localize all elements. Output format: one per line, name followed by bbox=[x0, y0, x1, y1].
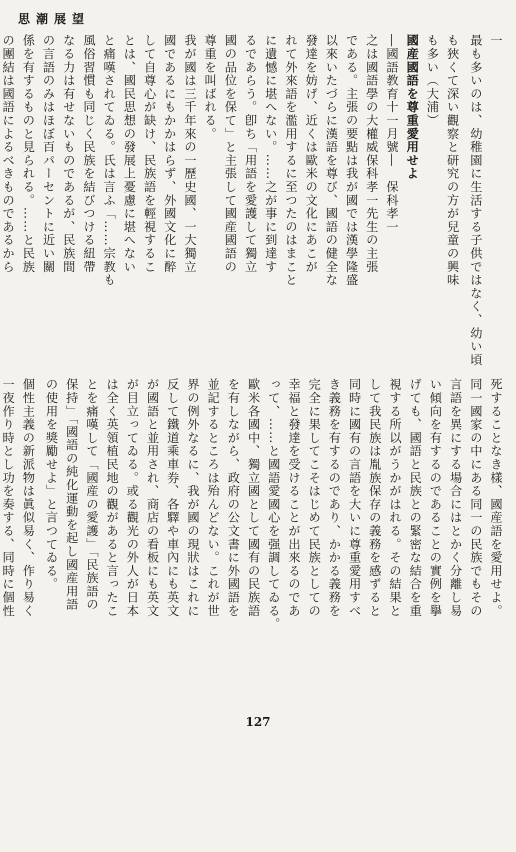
text-column: 一夜作り時とし功を奏する、同時に個性 bbox=[1, 378, 16, 618]
running-head: 思潮展望 bbox=[18, 12, 91, 26]
text-column: 歐米各國中、獨立國として國有の民族語 bbox=[246, 378, 261, 618]
text-column: 發達を妨げ、近くは歐米の文化にあこが bbox=[304, 34, 319, 274]
text-column: き義務を有するのであり、かかる義務を bbox=[327, 378, 342, 618]
text-column: とは、國民思想の發展上憂慮に堪へない bbox=[122, 34, 137, 274]
text-column: 完全に果してこそはじめて民族としての bbox=[307, 378, 322, 618]
text-column: 保持」「國語の純化運動を起し國産用語 bbox=[64, 378, 79, 612]
text-column: 言語を異にする場合にはとかく分離し易 bbox=[448, 378, 463, 618]
article-source: ―國語教育十一月號― 保科孝一 bbox=[384, 34, 399, 234]
text-column: 反して鐵道乘車券、各驛や車內にも英文 bbox=[165, 378, 180, 618]
text-column: 尊重を叫ばれる。 bbox=[203, 34, 218, 141]
text-column: い傾向を有するのであることの實例を擧 bbox=[428, 378, 443, 618]
text-column: も多い（大浦） bbox=[425, 34, 440, 128]
text-column: 界の例外なるに、我が國の現狀はこれに bbox=[185, 378, 200, 618]
text-column: も狹くて深い觀察と研究の方が兒童の興味 bbox=[445, 34, 460, 287]
page-number: 127 bbox=[245, 715, 271, 729]
article-heading: 國産國語を尊重愛用せよ bbox=[405, 34, 420, 181]
text-column: なる力は有せないものであるが、民族間 bbox=[61, 34, 76, 274]
text-column: 同時に國有の言語を大いに尊重愛用すべ bbox=[347, 378, 362, 618]
text-column: を有しながら、政府の公文書に外國語を bbox=[226, 378, 241, 618]
text-column: に遺憾に堪へない。……之が事に到達す bbox=[263, 34, 278, 274]
text-column: 死することなき樣、國産語を愛用せよ。 bbox=[489, 378, 503, 618]
text-column: 同一國家の中にある同一の民族でもその bbox=[468, 378, 483, 618]
text-column: 個性主義の新派物は眞似易く、作り易く bbox=[21, 378, 36, 618]
text-column: 並記するところは殆んどない。これが世 bbox=[206, 378, 221, 618]
text-column: 之は國語學の大權威保科孝一先生の主張 bbox=[364, 34, 379, 274]
text-column: れて外來語を濫用するに至つたのはまこと bbox=[283, 34, 298, 287]
text-column: が國語と並用され、商店の看板にも英文 bbox=[145, 378, 160, 618]
text-column: 最も多いのは、幼稚園に生活する子供ではなく、幼い頃 bbox=[468, 34, 483, 367]
text-column: して我民族は胤族保存の義務を感ずると bbox=[367, 378, 382, 618]
text-column: 風俗習慣も同じく民族を結びつける紐帶 bbox=[81, 34, 96, 274]
text-column: は全く英領植民地の觀があると言ったこ bbox=[105, 378, 120, 618]
text-column: が目立ってゐる。或る觀光の外人が日本 bbox=[125, 378, 140, 618]
text-column: 以來いたづらに漢語を尊び、國語の健全な bbox=[324, 34, 339, 287]
text-column: して自尊心が缺け、民族語を輕視するこ bbox=[142, 34, 157, 274]
lower-tier-text bbox=[1, 378, 504, 702]
text-column: るであらう。卽ち「用語を愛護して獨立 bbox=[243, 34, 258, 274]
text-column: げても、國語と民族との緊密な結合を重 bbox=[408, 378, 423, 618]
text-column: って、……と國語愛國心を强調してゐる。 bbox=[266, 378, 281, 631]
text-column: の團結は國語によるべきものであるから bbox=[1, 34, 16, 274]
text-column: の言語のみはほぼ百パーセントに近い關 bbox=[41, 34, 56, 274]
text-column: とを痛嘆して「國産の愛護」「民族語の bbox=[84, 378, 99, 612]
text-column: の使用を獎勵せよ」と言つてゐる。 bbox=[44, 378, 59, 591]
text-column: 國であるにもかかはらず、外國文化に醉 bbox=[162, 34, 177, 274]
text-column: 幸福と發達を受けることが出來るのであ bbox=[286, 378, 301, 618]
text-column: 視する所以がうかがはれる。その結果と bbox=[387, 378, 402, 618]
upper-tier-text bbox=[1, 34, 504, 369]
text-column: と痛嘆されてゐる。氏は言ふ「……宗教も bbox=[102, 34, 117, 287]
text-column: 係を有するものと見られる。……と民族 bbox=[21, 34, 36, 274]
text-column: 國の品位を保て」と主張して國産國語の bbox=[223, 34, 238, 274]
text-column: である。主張の要點は我が國では漢學隆盛 bbox=[344, 34, 359, 287]
text-column: 我が國は三千年來の一歷史國、一大獨立 bbox=[182, 34, 197, 274]
text-column: 一 bbox=[489, 34, 503, 48]
